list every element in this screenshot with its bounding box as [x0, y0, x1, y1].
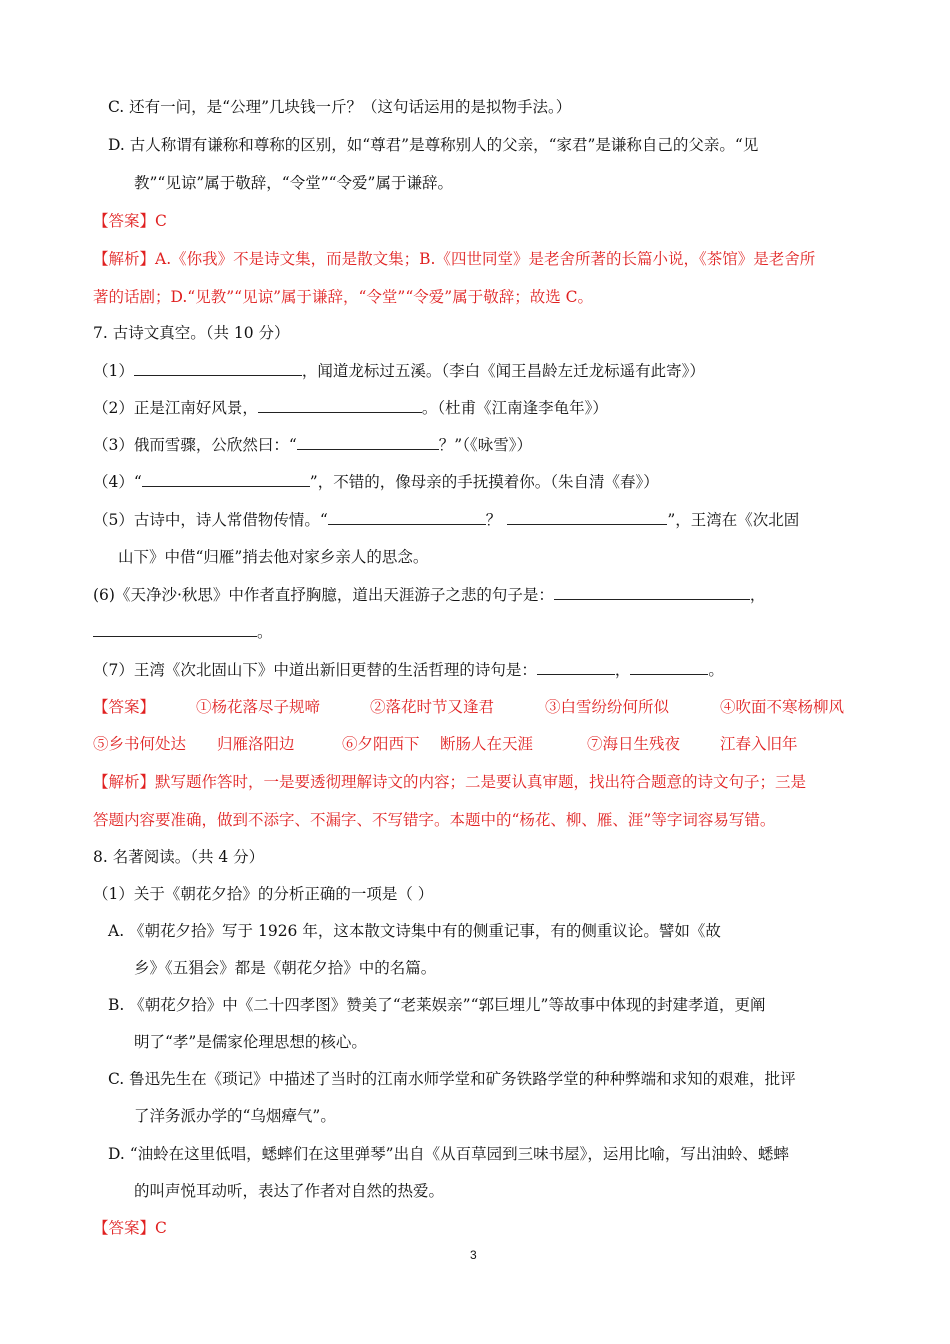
q8-option-d-line1: D. “油蛉在这里低唱，蟋蟀们在这里弹琴”出自《从百草园到三味书屋》，运用比喻，写出油蛉、蟋蟀	[108, 1145, 789, 1163]
q7-item-4-text: ”，不错的，像母亲的手抚摸着你。（朱自清《春》）	[309, 473, 659, 491]
q7-item-5-line1	[93, 509, 799, 531]
q6-answer: 【答案】C	[93, 212, 167, 230]
q7-answer-item: ⑥夕阳西下	[342, 735, 420, 753]
answer-blank[interactable]	[537, 659, 615, 675]
answer-blank[interactable]	[507, 509, 667, 525]
q7-answer-item: ②落花时节又逢君	[370, 698, 495, 716]
q7-title: 7. 古诗文真空。（共 10 分）	[93, 324, 290, 342]
answer-blank[interactable]	[142, 471, 310, 487]
q7-item-3-text: ？”（《咏雪》）	[438, 436, 532, 454]
answer-blank[interactable]	[554, 584, 750, 600]
q7-answer-label: 【答案】	[93, 698, 156, 716]
q7-item-1-text: ，闻道龙标过五溪。（李白《闻王昌龄左迁龙标遥有此寄》）	[301, 362, 705, 380]
q7-item-6-line2	[93, 621, 273, 643]
q7-item-7-end: 。	[708, 661, 724, 679]
q7-item-2-text: 。（杜甫《江南逢李龟年》）	[421, 399, 608, 417]
q7-item-7-prefix: （7）王湾《次北固山下》中道出新旧更替的生活哲理的诗句是：	[93, 661, 537, 679]
q7-analysis-line2: 答题内容要准确，做到不添字、不漏字、不写错字。本题中的“杨花、柳、雁、涯”等字词容易写错。	[93, 811, 776, 829]
q7-item-6-line1	[93, 584, 765, 606]
q7-item-3-prefix: （3）俄而雪骤，公欣然曰：“	[93, 436, 297, 454]
q7-item-5-line2: 山下》中借“归雁”捎去他对家乡亲人的思念。	[118, 548, 429, 566]
q8-answer: 【答案】C	[93, 1219, 167, 1237]
q7-item-2-prefix: （2）正是江南好风景，	[93, 399, 258, 417]
q6-option-d-line2: 教”“见谅”属于敬辞，“令堂”“令爱”属于谦辞。	[134, 174, 453, 192]
q7-item-3	[93, 434, 532, 456]
q8-option-a-line1: A. 《朝花夕拾》写于 1926 年，这本散文诗集中有的侧重记事，有的侧重议论。譬如《故	[108, 922, 721, 940]
answer-blank[interactable]	[134, 360, 302, 376]
q7-answer-item: ⑦海日生残夜	[587, 735, 681, 753]
q7-item-1	[93, 360, 705, 382]
q7-item-7-sep: ，	[614, 661, 631, 679]
q7-item-5-sep: ？	[485, 511, 502, 529]
q8-subquestion-1: （1）关于《朝花夕拾》的分析正确的一项是（ ）	[93, 885, 434, 903]
q7-item-6-end: 。	[257, 623, 273, 641]
q7-item-5-text: ”，王湾在《次北固	[667, 511, 800, 529]
q7-item-2	[93, 397, 608, 419]
q6-analysis-line1: 【解析】A.《你我》不是诗文集，而是散文集；B.《四世同堂》是老舍所著的长篇小说，《茶馆》是老舍所	[93, 250, 816, 268]
page-number: 3	[470, 1248, 477, 1262]
answer-blank[interactable]	[258, 397, 422, 413]
q8-option-a-line2: 乡》《五猖会》都是《朝花夕拾》中的名篇。	[134, 959, 437, 977]
q7-answer-item: ①杨花落尽子规啼	[196, 698, 321, 716]
q8-title: 8. 名著阅读。（共 4 分）	[93, 848, 265, 866]
q7-item-7	[93, 659, 724, 681]
q7-answer-item: 断肠人在天涯	[440, 735, 534, 753]
q8-option-b-line1: B. 《朝花夕拾》中《二十四孝图》赞美了“老莱娱亲”“郭巨埋儿”等故事中体现的封建孝道，更阐	[108, 996, 766, 1014]
q7-item-4-prefix: （4）“	[93, 473, 142, 491]
q8-option-c-line1: C. 鲁迅先生在《琐记》中描述了当时的江南水师学堂和矿务铁路学堂的种种弊端和求知的艰难，批评	[108, 1070, 796, 1088]
q7-analysis-line1: 【解析】默写题作答时，一是要透彻理解诗文的内容；二是要认真审题，找出符合题意的诗文句子；三是	[93, 773, 807, 791]
answer-blank[interactable]	[93, 621, 257, 637]
q7-item-4	[93, 471, 659, 493]
q7-item-6-sep: ，	[749, 586, 766, 604]
q7-answer-item: 归雁洛阳边	[217, 735, 295, 753]
q7-answer-item: ④吹面不寒杨柳风	[720, 698, 845, 716]
q6-option-d-line1: D. 古人称谓有谦称和尊称的区别，如“尊君”是尊称别人的父亲，“家君”是谦称自己的父亲。“见	[108, 136, 759, 154]
q8-option-b-line2: 明了“孝”是儒家伦理思想的核心。	[134, 1033, 367, 1051]
q6-analysis-line2: 著的话剧；D.“见教”“见谅”属于谦辞，“令堂”“令爱”属于敬辞；故选 C。	[93, 288, 593, 306]
q7-item-5-prefix: （5）古诗中，诗人常借物传情。“	[93, 511, 328, 529]
answer-blank[interactable]	[328, 509, 486, 525]
q8-option-d-line2: 的叫声悦耳动听，表达了作者对自然的热爱。	[134, 1182, 445, 1200]
q7-item-6-prefix: (6)《天净沙·秋思》中作者直抒胸臆，道出天涯游子之悲的句子是：	[93, 586, 554, 604]
answer-blank[interactable]	[297, 434, 439, 450]
q7-answer-item: ⑤乡书何处达	[93, 735, 187, 753]
q6-option-c: C. 还有一问，是“公理”几块钱一斤？（这句话运用的是拟物手法。）	[108, 98, 572, 116]
q7-answer-item: ③白雪纷纷何所似	[545, 698, 670, 716]
answer-blank[interactable]	[630, 659, 708, 675]
q7-answer-item: 江春入旧年	[720, 735, 798, 753]
q7-item-1-prefix: （1）	[93, 362, 134, 380]
q8-option-c-line2: 了洋务派办学的“乌烟瘴气”。	[134, 1107, 336, 1125]
